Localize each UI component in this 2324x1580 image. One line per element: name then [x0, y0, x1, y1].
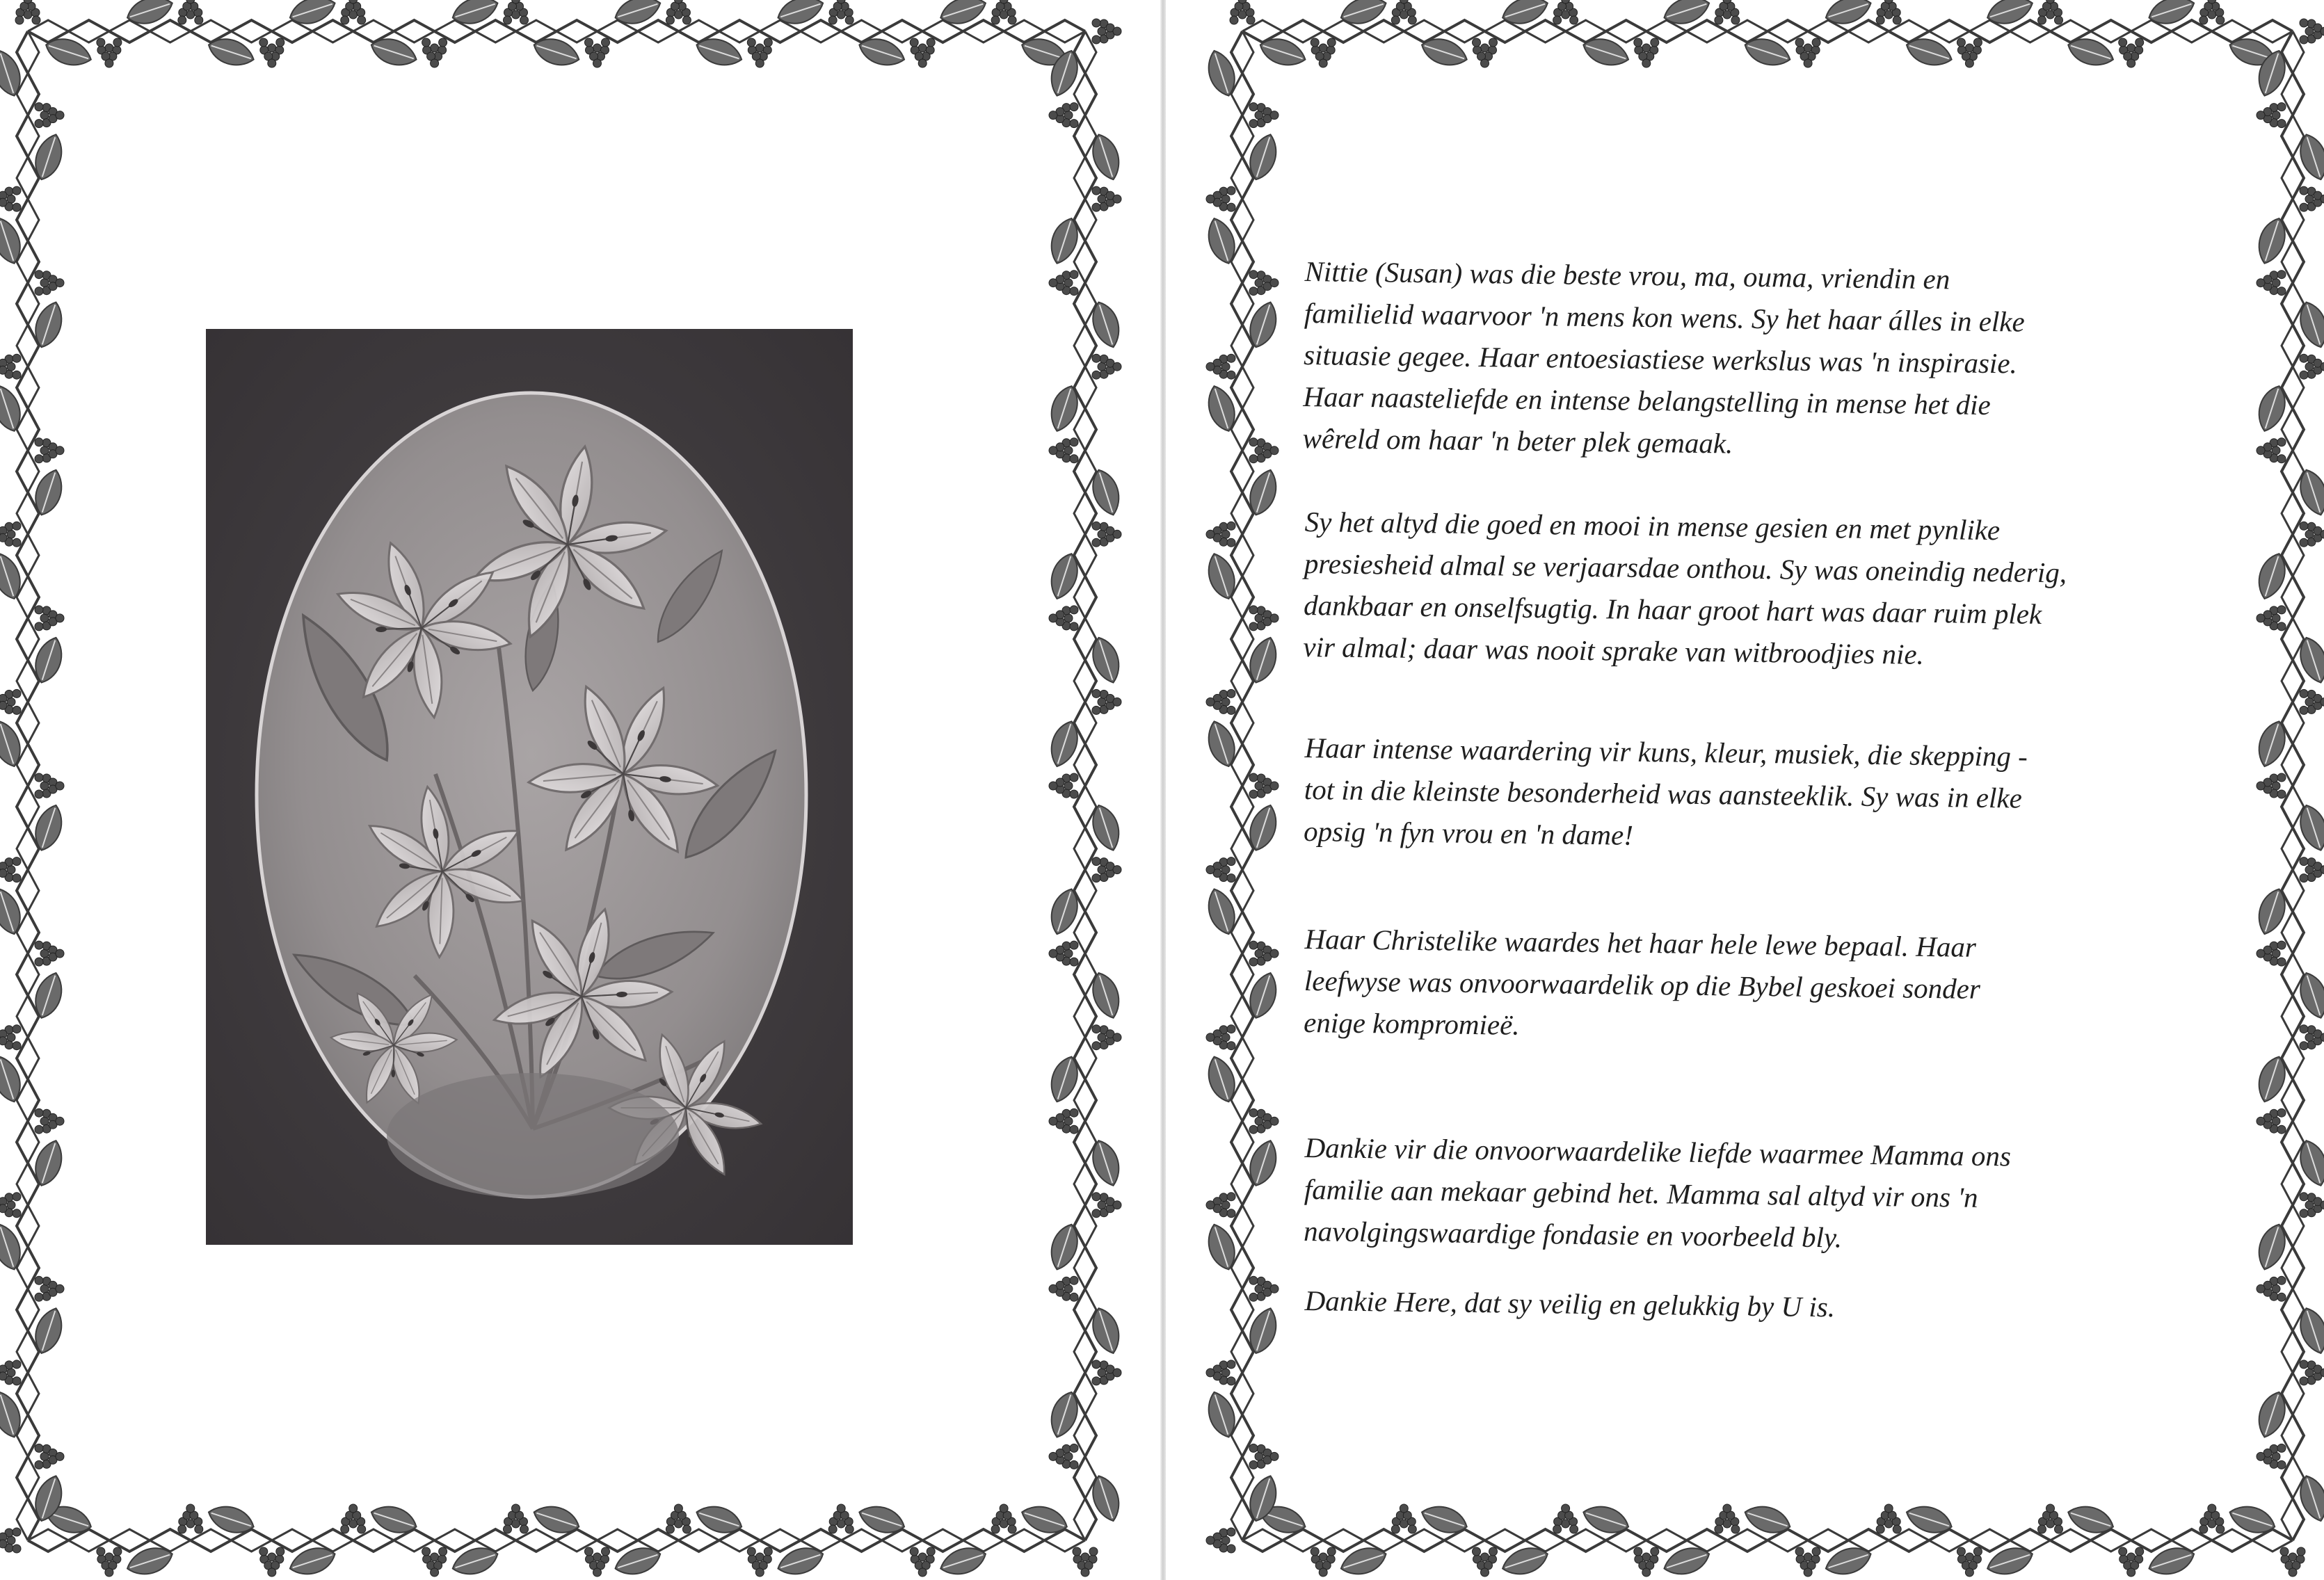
tribute-paragraph: Haar intense waardering vir kuns, kleur, musiek, die skepping - tot in die kleinste besonderheid was aansteeklik. Sy was in elke opsig 'n fyn vrou en 'n dame!: [1303, 731, 2028, 851]
left-page: [0, 0, 1160, 1580]
tribute-paragraph: Haar Christelike waardes het haar hele lewe bepaal. Haar leefwyse was onvoorwaardelik op die Bybel geskoei sonder enige kompromieë.: [1303, 922, 1981, 1041]
tribute-text: [1302, 250, 2230, 1323]
center-fold: [1160, 0, 1166, 1580]
illustration-artwork: [206, 329, 853, 1245]
tribute-paragraph: Nittie (Susan) was die beste vrou, ma, ouma, vriendin en familielid waarvoor 'n mens kon wens. Sy het haar álles in elke situasie gegee. Haar entoesiastiese werkslus was 'n inspirasie. Haar naasteliefde en intense belangstelling in mense het die wêreld om haar 'n beter plek gemaak.: [1302, 255, 2025, 460]
tribute-paragraph: Dankie vir die onvoorwaardelike liefde waarmee Mamma ons familie aan mekaar gebind het. Mamma sal altyd vir ons 'n navolgingswaardige fondasie en voorbeeld bly.: [1303, 1131, 2012, 1254]
closing-prayer: Dankie Here, dat sy veilig en gelukkig by U is.: [1304, 1284, 1836, 1323]
lily-bouquet-illustration: [206, 329, 853, 1245]
tribute-paragraph: Sy het altyd die goed en mooi in mense gesien en met pynlike presiesheid almal se verjaarsdae onthou. Sy was oneindig nederig, dankbaar en onselfsugtig. In haar groot hart was daar ruim plek vir almal; daar was nooit sprake van witbroodjies nie.: [1303, 505, 2067, 670]
right-page: [1166, 0, 2324, 1580]
